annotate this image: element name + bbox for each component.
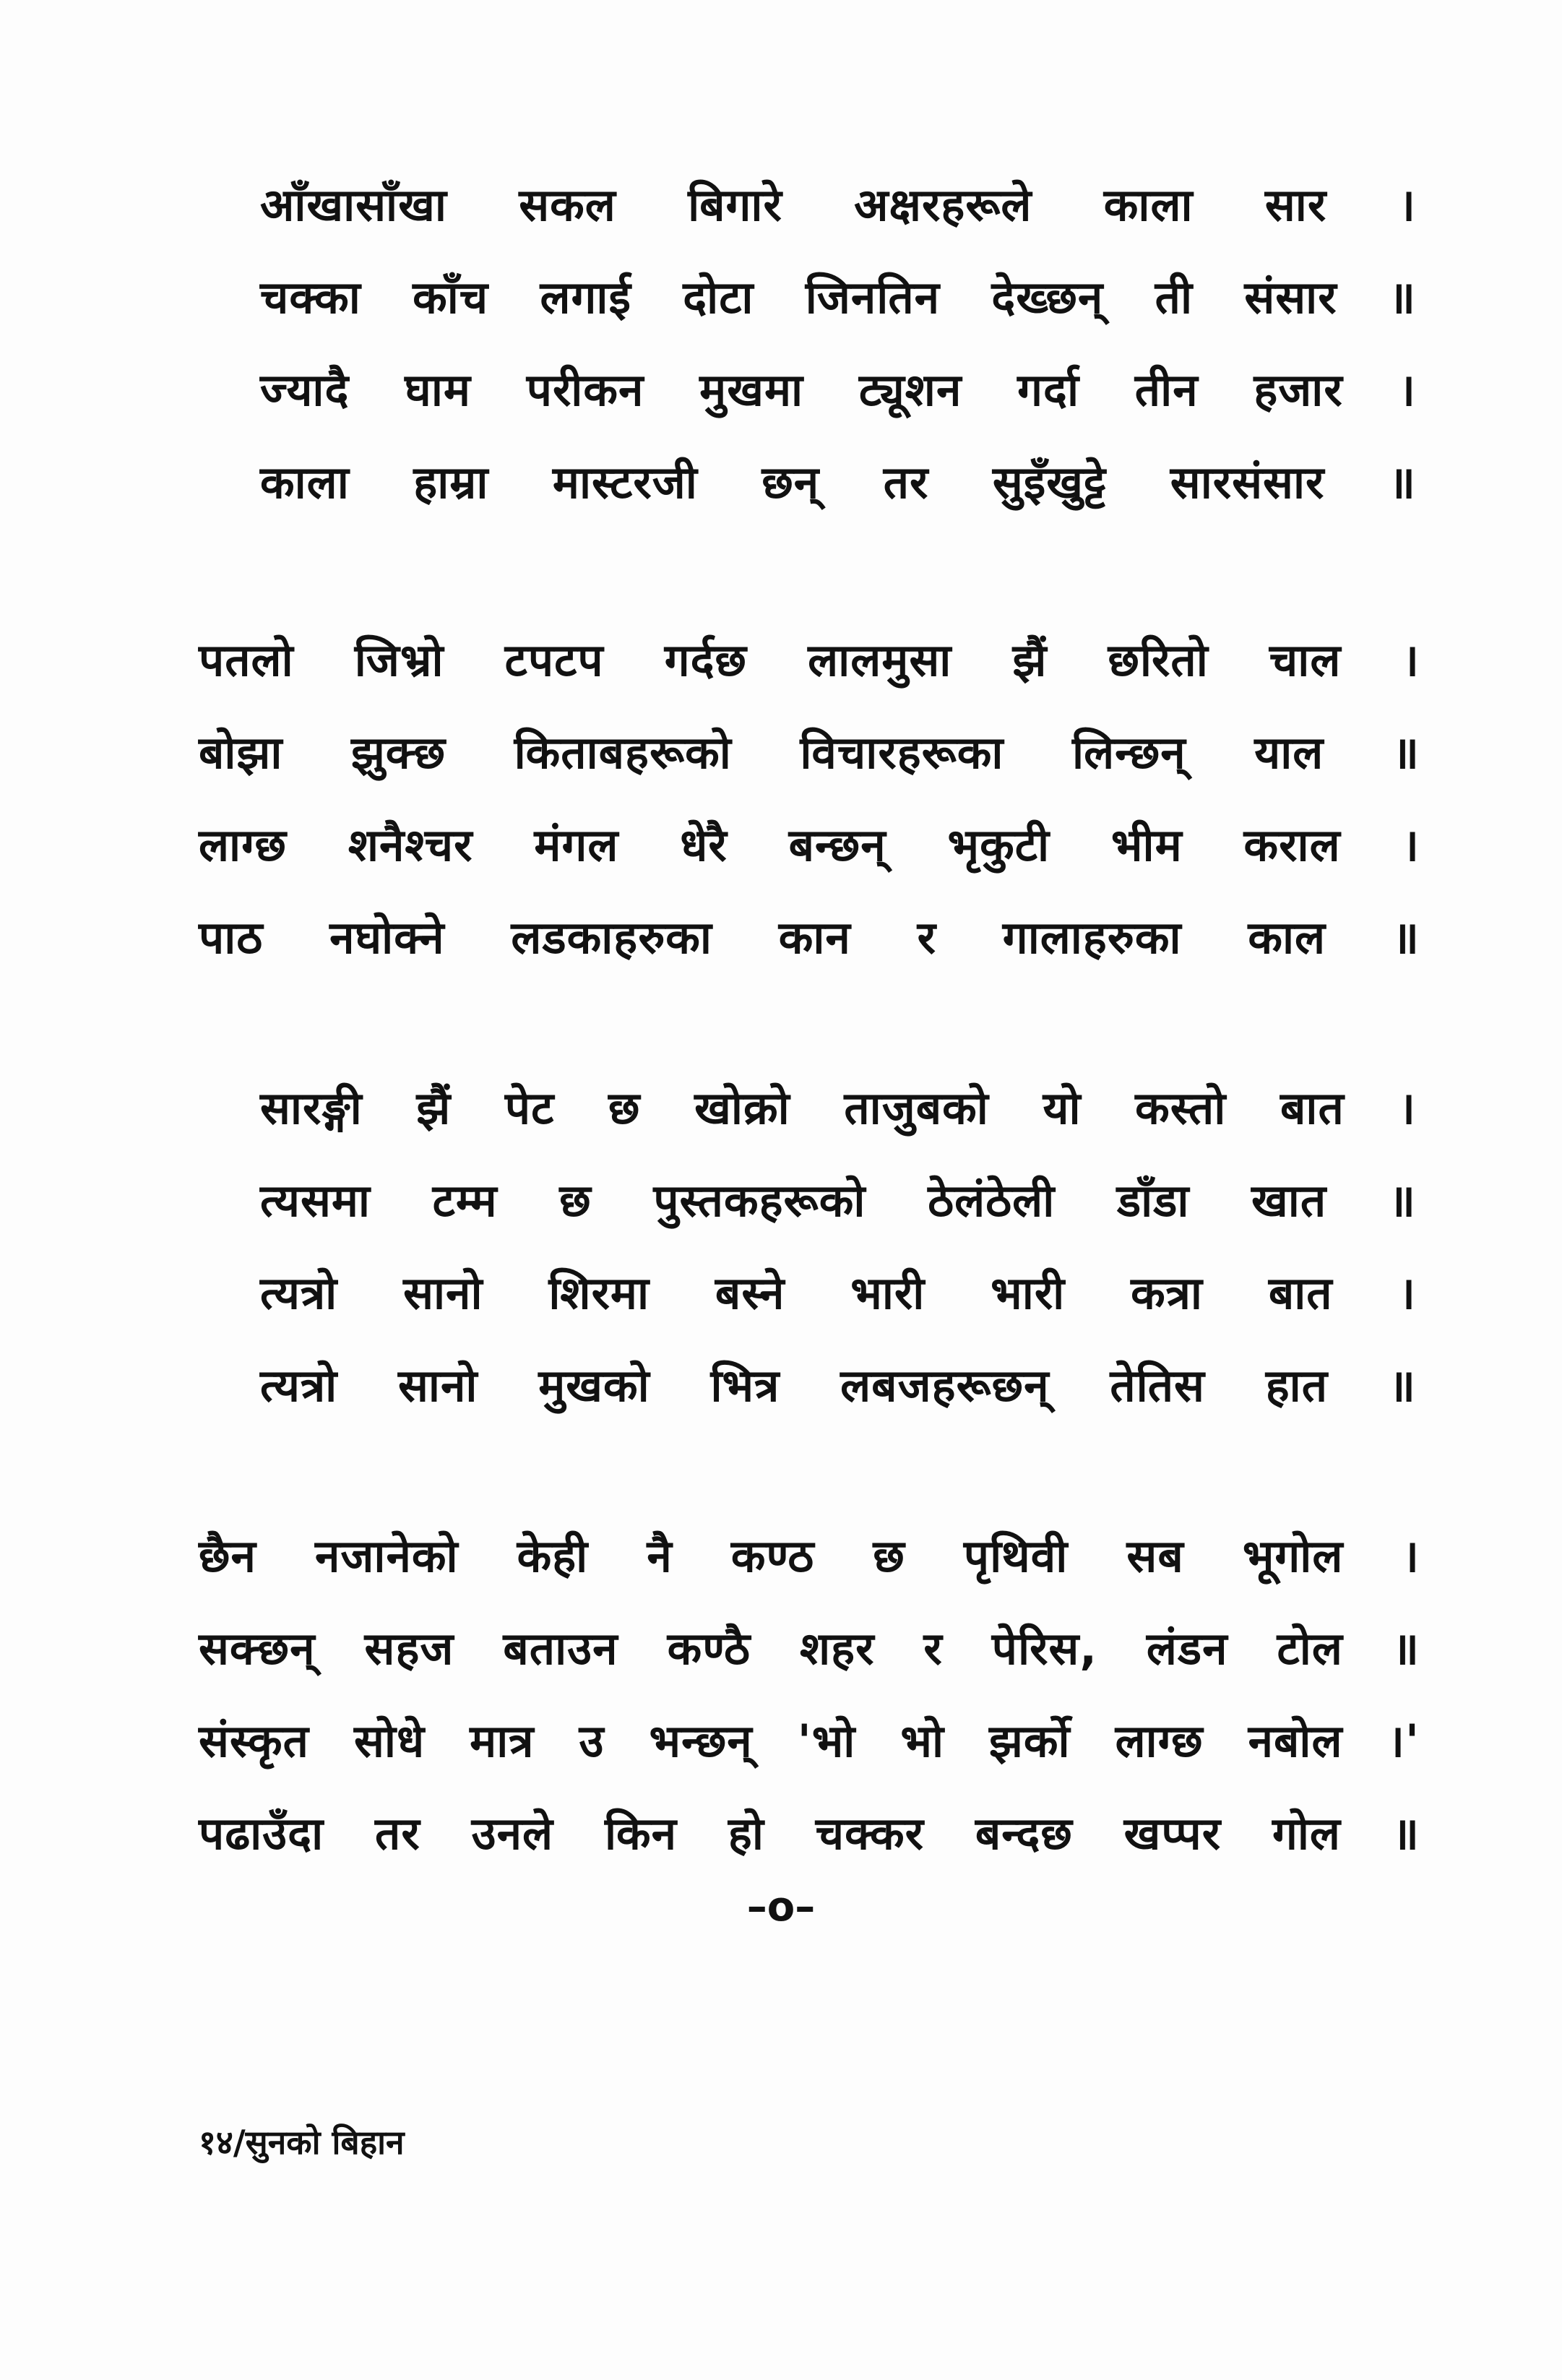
page-footer: १४/सुनको बिहान <box>199 2123 405 2162</box>
verse-line: पतलो जिभ्रो टपटप गर्दछ लालमुसा झैं छरितो चाल । <box>199 634 1420 686</box>
verse-line: बोझा झुक्छ किताबहरूको विचारहरूका लिन्छन् याल ॥ <box>199 726 1420 779</box>
stanza-3 <box>260 1062 1416 1432</box>
verse-line: छैन नजानेको केही नै कण्ठ छ पृथिवी सब भूगोल । <box>199 1530 1420 1582</box>
verse-line: पढाउँदा तर उनले किन हो चक्कर बन्दछ खप्पर गोल ॥ <box>199 1807 1420 1860</box>
verse-line: काला हाम्रा मास्टरजी छन् तर सुइँखुट्टे सारसंसार ॥ <box>260 456 1416 509</box>
stanza-4 <box>199 1510 1420 1880</box>
stanza-2 <box>199 614 1420 984</box>
verse-line: सक्छन् सहज बताउन कण्ठै शहर र पेरिस, लंडन टोल ॥ <box>199 1622 1420 1675</box>
verse-line: सारङ्गी झैं पेट छ खोक्रो ताजुबको यो कस्तो बात । <box>260 1082 1416 1134</box>
poem-end-mark: –o– <box>746 1884 816 1931</box>
verse-line: त्यत्रो सानो शिरमा बस्ने भारी भारी कत्रा बात । <box>260 1267 1416 1319</box>
verse-line: पाठ नघोक्ने लडकाहरुका कान र गालाहरुका काल ॥ <box>199 911 1420 964</box>
verse-line: लाग्छ शनैश्चर मंगल धेरै बन्छन् भृकुटी भीम कराल । <box>199 819 1420 871</box>
stanza-1 <box>260 159 1416 529</box>
verse-line: त्यत्रो सानो मुखको भित्र लबजहरूछन् तेतिस हात ॥ <box>260 1359 1416 1412</box>
verse-line: संस्कृत सोधे मात्र उ भन्छन् 'भो भो झर्को लाग्छ नबोल ।' <box>199 1715 1420 1767</box>
verse-line: त्यसमा टम्म छ पुस्तकहरूको ठेलंठेली डाँडा खात ॥ <box>260 1174 1416 1227</box>
verse-line: ज्यादै घाम परीकन मुखमा ट्यूशन गर्दा तीन हजार । <box>260 363 1416 416</box>
verse-line: चक्का काँच लगाई दोटा जिनतिन देख्छन् ती संसार ॥ <box>260 271 1416 324</box>
verse-line: आँखासाँखा सकल बिगारे अक्षरहरूले काला सार । <box>260 178 1416 231</box>
